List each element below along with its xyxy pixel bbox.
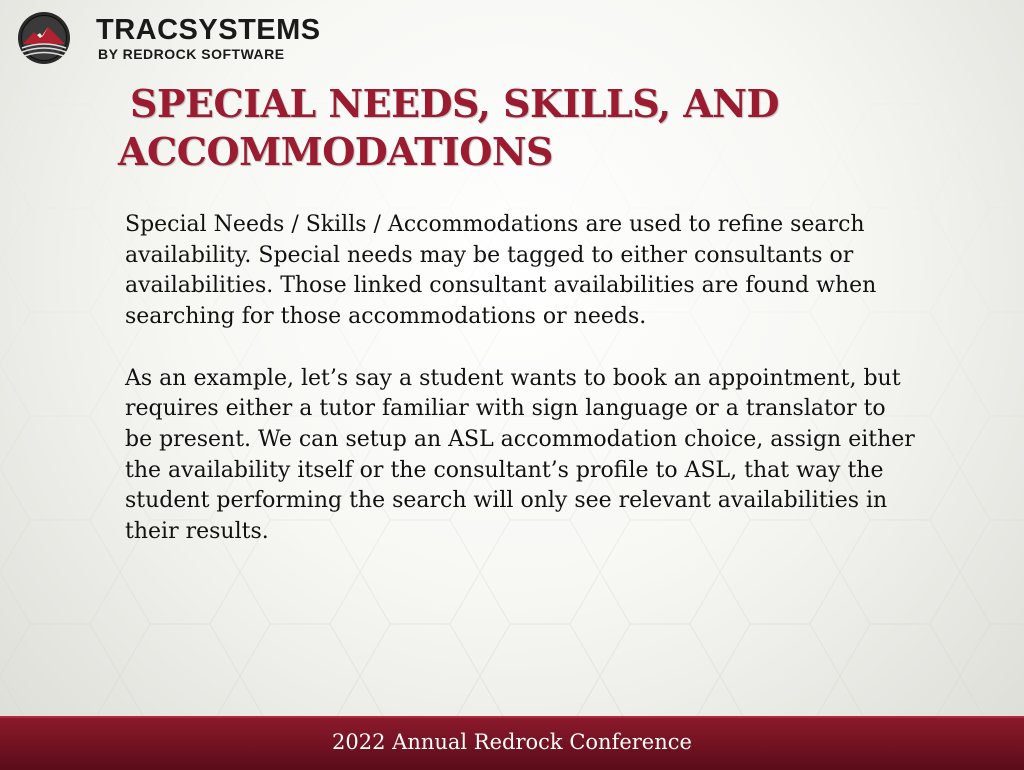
logo-tagline: BY REDROCK SOFTWARE (98, 46, 285, 62)
mountain-logo-icon (16, 10, 78, 66)
slide-body (125, 210, 915, 578)
tracsystems-logo (16, 10, 321, 66)
body-paragraph-1: Special Needs / Skills / Accommodations are used to refine search availability. Special needs may be tagged to either consultants or availabilities. Those linked consultant availabilities are found when searching for those accommodations or needs. (125, 212, 877, 330)
slide-title-line-1: SPECIAL NEEDS, SKILLS, AND (130, 81, 779, 126)
logo-brand-text: TRACSYSTEMS (96, 14, 321, 46)
footer-bar (0, 716, 1024, 770)
body-paragraph-2: As an example, let’s say a student wants to book an appointment, but requires either a tutor familiar with sign language or a translator to be present. We can setup an ASL accommodation choice, assign either the availability itself or the consultant’s profile to ASL, that way the student performing the search will only see relevant availabilities in their results. (125, 365, 915, 545)
slide-title (118, 80, 838, 176)
footer-conference-text: 2022 Annual Redrock Conference (332, 730, 692, 754)
slide-title-line-2: ACCOMMODATIONS (118, 129, 553, 174)
